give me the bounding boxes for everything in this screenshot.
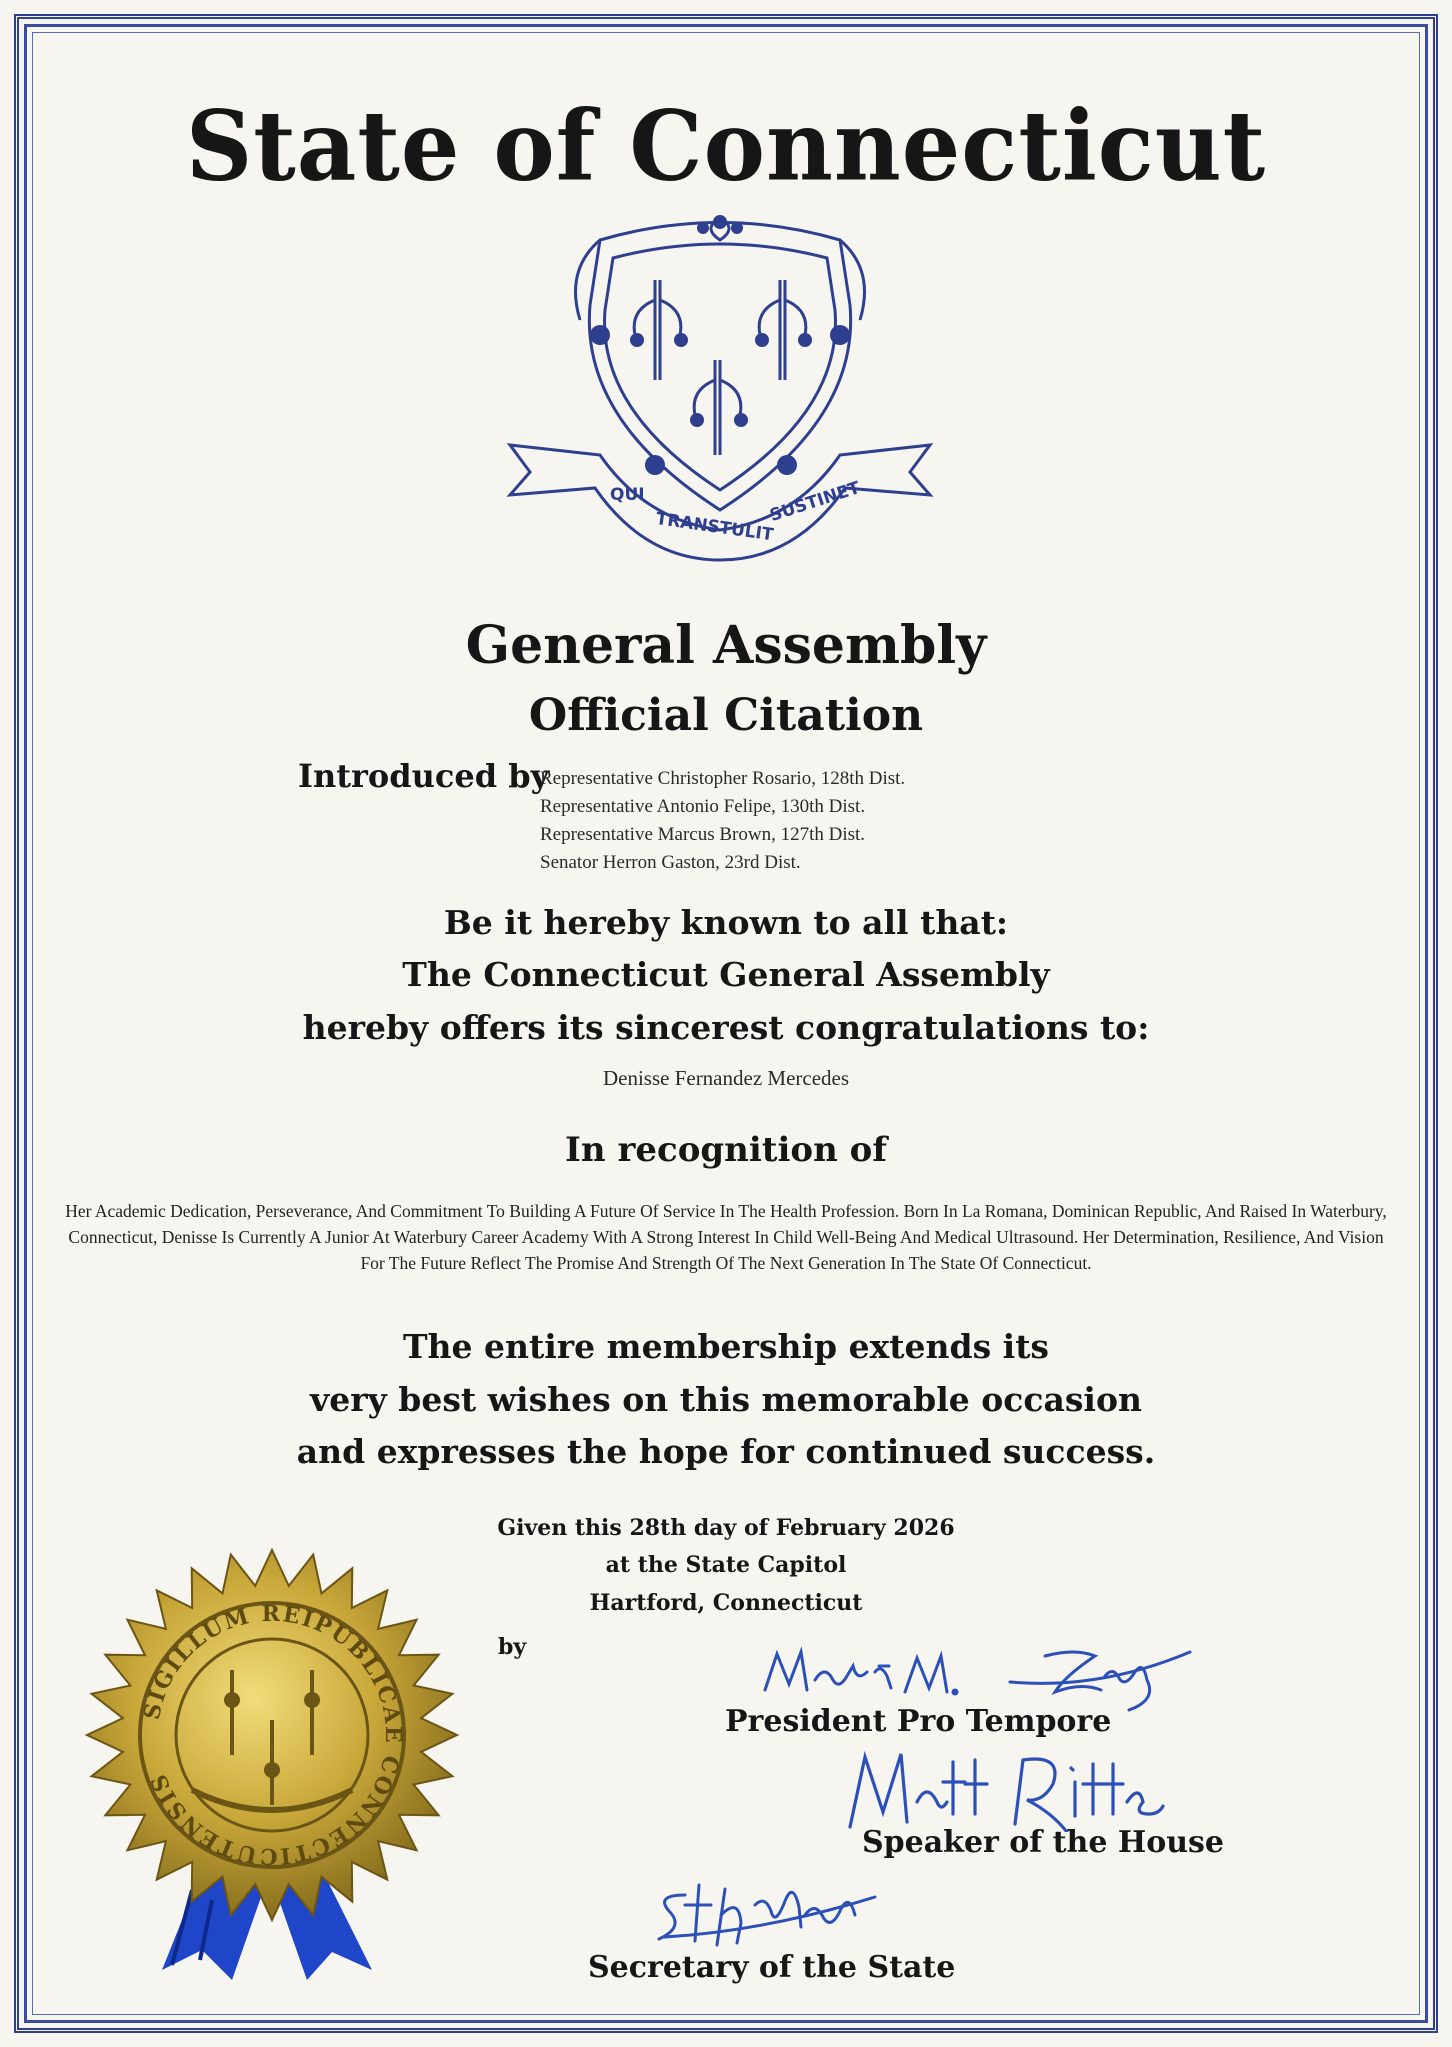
citation-heading: Official Citation [528,690,924,741]
president-title: President Pro Tempore [725,1704,1112,1739]
assembly-heading: General Assembly [465,615,987,676]
sponsor-item: Representative Marcus Brown, 127th Dist. [540,824,866,845]
closing-line: and expresses the hope for continued success. [296,1432,1156,1471]
speaker-title: Speaker of the House [862,1825,1224,1860]
closing-line: very best wishes on this memorable occasion [310,1380,1142,1419]
document-title: State of Connecticut [185,89,1267,203]
recognition-text: Her Academic Dedication, Perseverance, And Commitment To Building A Future Of Service In The Health Profession. Born In La Romana, Dominican Republic, And Raised In Waterbury, Connecticut, Denisse Is Currently A Junior At Waterbury Career Academy With A Strong Interest In Child Well-Being And Medical Ultrasound. Her Determination, Resilience, And Vision For The Future Reflect The Promise And Strength Of The Next Generation In The State Of Connecticut. [65,1201,1387,1273]
sponsor-item: Senator Herron Gaston, 23rd Dist. [540,852,801,873]
sponsor-list [540,765,905,877]
motto-sustinet: SUSTINET [767,478,863,527]
given-date-line: Given this 28th day of February 2026 [497,1515,955,1541]
proclamation-line: The Connecticut General Assembly [402,955,1050,994]
proclamation-line: hereby offers its sincerest congratulations to: [302,1008,1150,1047]
sponsor-item: Representative Christopher Rosario, 128th Dist. [540,768,906,789]
motto-transtulit: TRANSTULIT [654,509,775,546]
introduced-by-label: Introduced by [298,757,550,795]
sponsor-item: Representative Antonio Felipe, 130th Dist. [540,796,866,817]
recipient-name: Denisse Fernandez Mercedes [602,1066,850,1090]
given-city-line: Hartford, Connecticut [589,1590,863,1616]
speaker-signature [845,1742,1165,1832]
gold-seal-icon [82,1540,462,1980]
proclamation-line: Be it hereby known to all that: [443,903,1009,942]
secretary-signature [655,1875,885,1950]
motto-qui: QUI [610,485,645,505]
president-signature [755,1632,1195,1712]
seal-legend: SIGILLUM REIPUBLICAE CONNECTICUTENSIS [138,1600,407,1870]
recognition-heading: In recognition of [565,1130,887,1170]
closing-line: The entire membership extends its [402,1327,1050,1366]
secretary-title: Secretary of the State [588,1950,956,1985]
by-label: by [498,1634,527,1660]
given-location-line: at the State Capitol [605,1552,847,1578]
coat-of-arms-icon [505,210,935,565]
